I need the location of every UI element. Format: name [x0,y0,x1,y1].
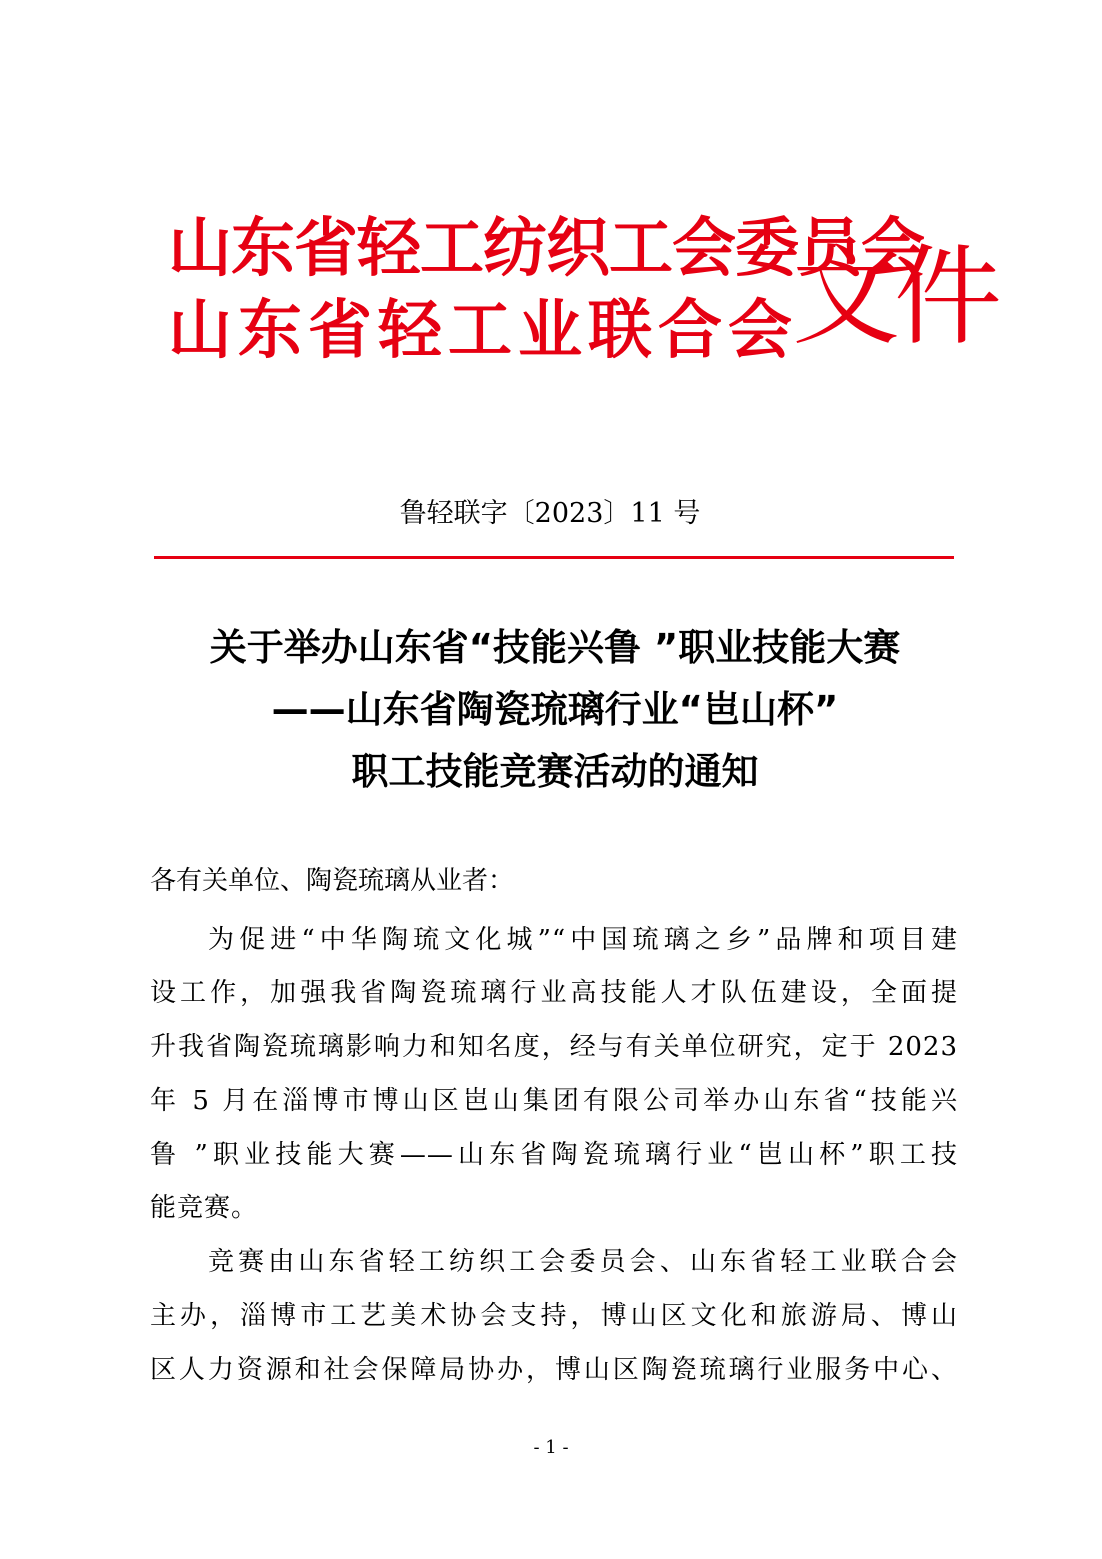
paragraph-1-line-5: 鲁 ”职业技能大赛——山东省陶瓷琉璃行业“岜山杯”职工技 [150,1140,958,1170]
title-line-3: 职工技能竞赛活动的通知 [351,750,759,793]
paragraph-1-line-4: 年 5 月在淄博市博山区岜山集团有限公司举办山东省“技能兴 [150,1086,958,1116]
document-type-label: 文件 [792,235,997,360]
salutation: 各有关单位、陶瓷琉璃从业者： [150,866,515,896]
paragraph-1-line-1: 为促进“中华陶琉文化城”“中国琉璃之乡”品牌和项目建 [208,925,958,955]
notice-title [110,617,1000,803]
title-line-2: ——山东省陶瓷琉璃行业“岜山杯” [271,688,839,731]
paragraph-1-line-2: 设工作，加强我省陶瓷琉璃行业高技能人才队伍建设，全面提 [150,978,958,1008]
paragraph-2-line-1: 竞赛由山东省轻工纺织工会委员会、山东省轻工业联合会 [208,1247,958,1277]
org-name-light-industry-federation: 山东省轻工业联合会 [168,294,798,368]
document-number: 鲁轻联字〔2023〕11 号 [399,498,701,529]
paragraph-2-line-2: 主办，淄博市工艺美术协会支持，博山区文化和旅游局、博山 [150,1301,958,1331]
title-line-1: 关于举办山东省“技能兴鲁 ”职业技能大赛 [209,626,901,669]
paragraph-1-line-6: 能竞赛。 [150,1193,259,1223]
document-header [160,208,997,398]
red-divider-line [154,556,954,559]
paragraph-2-line-3: 区人力资源和社会保障局协办，博山区陶瓷琉璃行业服务中心、 [150,1355,958,1385]
page-number: - 1 - [533,1437,569,1458]
paragraph-1-line-3: 升我省陶瓷琉璃影响力和知名度，经与有关单位研究，定于 2023 [150,1032,958,1062]
org-name-trade-union: 山东省轻工纺织工会委员会 [168,212,924,286]
